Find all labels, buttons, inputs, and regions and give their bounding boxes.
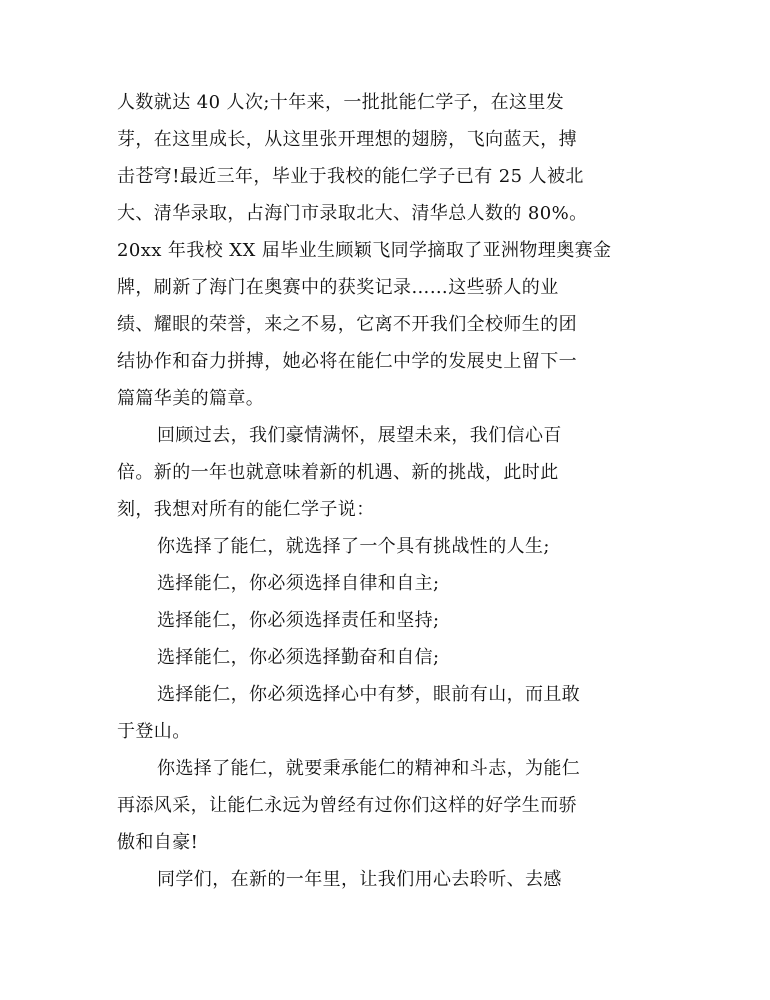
paragraph-start-line: 选择能仁，你必须选择勤奋和自信; — [157, 647, 440, 668]
text-line: 篇篇华美的篇章。 — [117, 388, 265, 409]
paragraph-start-line: 你选择了能仁，就要秉承能仁的精神和斗志，为能仁 — [157, 758, 581, 779]
text-line: 大、清华录取，占海门市录取北大、清华总人数的 80%。 — [117, 203, 588, 224]
text-line: 刻，我想对所有的能仁学子说： — [117, 499, 375, 520]
text-line: 结协作和奋力拼搏，她必将在能仁中学的发展史上留下一 — [117, 351, 577, 372]
text-line: 芽，在这里成长，从这里张开理想的翅膀，飞向蓝天，搏 — [117, 129, 577, 150]
text-line: 于登山。 — [117, 721, 191, 742]
paragraph-start-line: 选择能仁，你必须选择心中有梦，眼前有山，而且敢 — [157, 684, 581, 705]
body-text — [117, 84, 657, 898]
text-line: 傲和自豪! — [117, 832, 199, 853]
text-line: 倍。新的一年也就意味着新的机遇、新的挑战，此时此 — [117, 462, 559, 483]
paragraph-start-line: 你选择了能仁，就选择了一个具有挑战性的人生; — [157, 536, 550, 557]
text-line: 牌，刷新了海门在奥赛中的获奖记录……这些骄人的业 — [117, 277, 559, 298]
paragraph-start-line: 选择能仁，你必须选择责任和坚持; — [157, 610, 440, 631]
paragraph-start-line: 回顾过去，我们豪情满怀，展望未来，我们信心百 — [157, 425, 562, 446]
paragraph-start-line: 同学们，在新的一年里，让我们用心去聆听、去感 — [157, 869, 562, 890]
text-line: 再添风采，让能仁永远为曾经有过你们这样的好学生而骄 — [117, 795, 577, 816]
text-line: 人数就达 40 人次;十年来，一批批能仁学子，在这里发 — [117, 92, 565, 113]
text-line: 击苍穹!最近三年，毕业于我校的能仁学子已有 25 人被北 — [117, 166, 584, 187]
text-line: 20xx 年我校 XX 届毕业生顾颖飞同学摘取了亚洲物理奥赛金 — [117, 240, 612, 261]
text-line: 绩、耀眼的荣誉，来之不易，它离不开我们全校师生的团 — [117, 314, 577, 335]
paragraph-start-line: 选择能仁，你必须选择自律和自主; — [157, 573, 440, 594]
